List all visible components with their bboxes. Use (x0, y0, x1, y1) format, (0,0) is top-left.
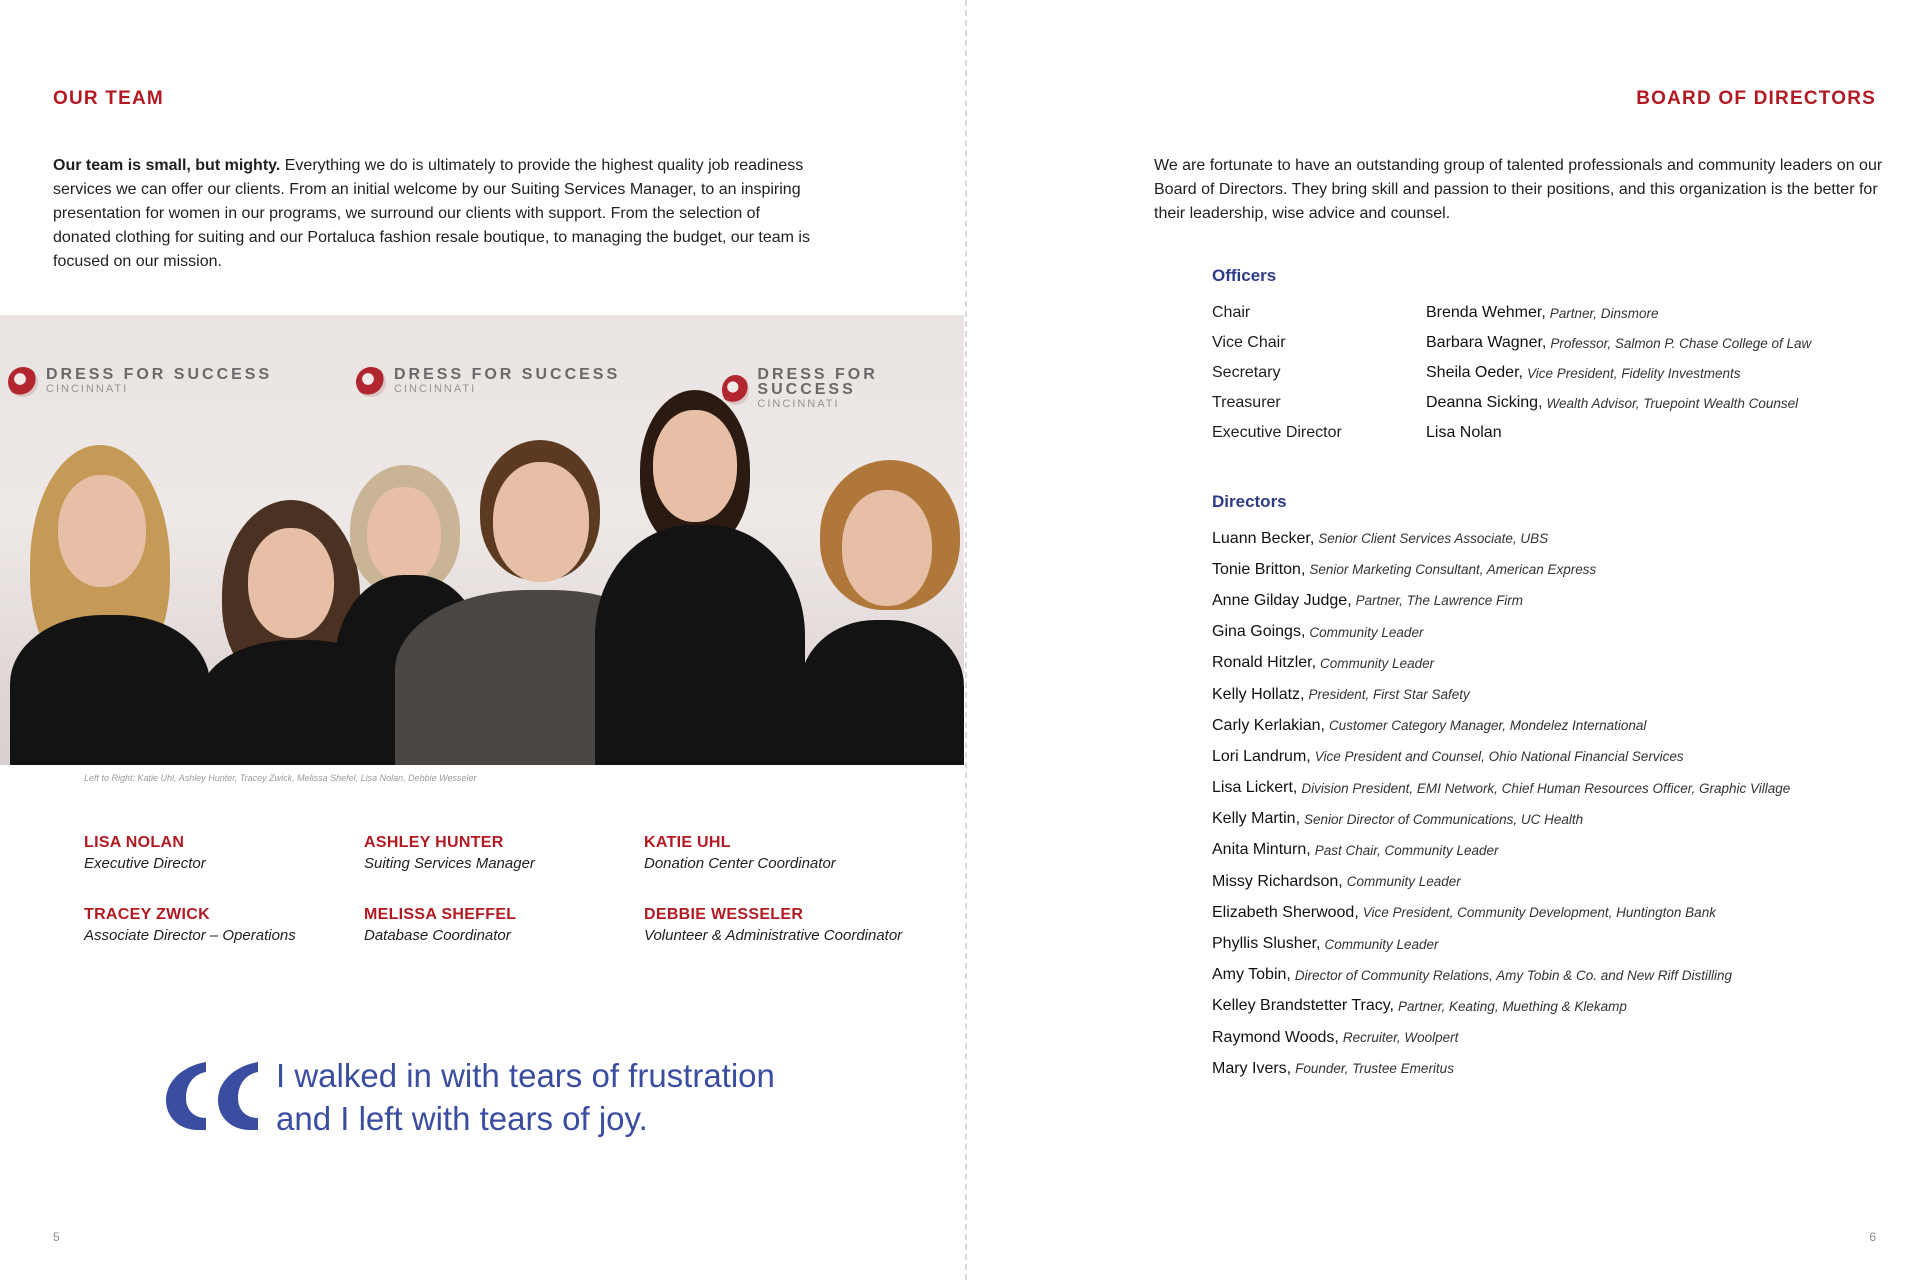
officer-affiliation: Partner, Dinsmore (1549, 305, 1659, 321)
team-member (644, 905, 944, 947)
backdrop-logo (356, 367, 620, 397)
person-debbie (800, 460, 964, 765)
officers-heading: Officers (1212, 266, 1277, 285)
director-name: Ronald Hitzler, (1212, 654, 1317, 672)
director-name: Kelley Brandstetter Tracy, (1212, 997, 1394, 1015)
director-row (1212, 835, 1892, 866)
member-role: Database Coordinator (364, 927, 511, 944)
backdrop-logo (8, 367, 272, 397)
team-photo (0, 315, 964, 765)
member-name: KATIE UHL (644, 834, 731, 851)
director-row (1212, 804, 1892, 835)
director-affiliation: Community Leader (1320, 655, 1435, 671)
director-affiliation: Past Chair, Community Leader (1314, 842, 1499, 858)
officer-affiliation: Wealth Advisor, Truepoint Wealth Counsel (1546, 395, 1799, 411)
our-team-title: OUR TEAM (53, 88, 164, 109)
team-intro-text: Everything we do is ultimately to provide the highest quality job readiness services we can offer our clients. From an initial welcome by our Suiting Services Manager, to an inspiring presentation for women in our programs, we surround our clients with support. From the selection of donated clothing for suiting and our Portaluca fashion resale boutique, to managing the budget, our team is focused on our mission. (53, 157, 810, 270)
backdrop-city: CINCINNATI (394, 383, 477, 395)
person-lisa (595, 390, 805, 765)
officer-name: Deanna Sicking, (1426, 394, 1543, 411)
member-role: Volunteer & Administrative Coordinator (644, 927, 903, 944)
director-affiliation: Customer Category Manager, Mondelez International (1328, 718, 1647, 734)
director-affiliation: Founder, Trustee Emeritus (1295, 1061, 1454, 1077)
director-affiliation: Community Leader (1324, 936, 1439, 952)
backdrop-city: CINCINNATI (757, 398, 840, 410)
officer-row (1212, 418, 1892, 448)
team-intro-bold: Our team is small, but mighty. (53, 157, 281, 174)
officer-row (1212, 328, 1892, 358)
team-intro (53, 154, 813, 274)
team-member (364, 833, 644, 875)
director-name: Phyllis Slusher, (1212, 935, 1321, 953)
director-affiliation: Senior Director of Communications, UC Health (1304, 811, 1584, 827)
director-row (1212, 741, 1892, 772)
pull-quote (276, 1054, 775, 1140)
team-grid (84, 833, 944, 947)
director-affiliation: Community Leader (1309, 624, 1424, 640)
director-affiliation: Vice President, Community Development, Huntington Bank (1362, 905, 1716, 921)
dfs-swirl-icon (8, 367, 38, 397)
director-name: Anne Gilday Judge, (1212, 591, 1352, 609)
member-name: TRACEY ZWICK (84, 906, 210, 923)
member-role: Suiting Services Manager (364, 855, 535, 872)
director-row (1212, 960, 1892, 991)
director-row (1212, 523, 1892, 554)
director-name: Missy Richardson, (1212, 872, 1343, 890)
director-affiliation: Division President, EMI Network, Chief Human Resources Officer, Graphic Village (1301, 780, 1791, 796)
officer-name: Sheila Oeder, (1426, 364, 1523, 381)
member-name: MELISSA SHEFFEL (364, 906, 517, 923)
director-row (1212, 679, 1892, 710)
director-name: Mary Ivers, (1212, 1059, 1292, 1077)
right-page (968, 0, 1920, 1280)
director-row (1212, 773, 1892, 804)
backdrop-brand: DRESS FOR SUCCESS (394, 366, 621, 383)
director-name: Gina Goings, (1212, 623, 1306, 641)
backdrop-city: CINCINNATI (46, 383, 129, 395)
member-role: Donation Center Coordinator (644, 855, 836, 872)
board-intro: We are fortunate to have an outstanding group of talented professionals and community leaders on our Board of Directors. They bring skill and passion to their positions, and this organization is the better for their leadership, wise advice and counsel. (1154, 157, 1883, 222)
director-row (1212, 648, 1892, 679)
page-number: 6 (1869, 1230, 1876, 1244)
officer-title: Treasurer (1212, 394, 1281, 411)
director-affiliation: President, First Star Safety (1308, 687, 1470, 703)
director-row (1212, 991, 1892, 1022)
director-name: Kelly Hollatz, (1212, 685, 1305, 703)
board-title: BOARD OF DIRECTORS (1636, 88, 1876, 109)
director-affiliation: Community Leader (1346, 874, 1461, 890)
director-name: Carly Kerlakian, (1212, 716, 1325, 734)
quote-mark-icon (160, 1058, 262, 1134)
backdrop-brand: DRESS FOR SUCCESS (757, 366, 878, 398)
member-name: LISA NOLAN (84, 834, 185, 851)
member-name: ASHLEY HUNTER (364, 834, 504, 851)
officer-name: Lisa Nolan (1426, 424, 1502, 441)
backdrop-brand: DRESS FOR SUCCESS (46, 366, 273, 383)
quote-line-1: I walked in with tears of frustration (276, 1057, 775, 1094)
director-affiliation: Partner, The Lawrence Firm (1355, 593, 1523, 609)
director-affiliation: Director of Community Relations, Amy Tobin & Co. and New Riff Distilling (1294, 967, 1733, 983)
director-row (1212, 897, 1892, 928)
director-affiliation: Vice President and Counsel, Ohio National Financial Services (1314, 749, 1684, 765)
photo-caption: Left to Right: Katie Uhl, Ashley Hunter, Tracey Zwick, Melissa Shefel, Lisa Nolan, Debbie Wesseler (84, 773, 477, 783)
director-name: Kelly Martin, (1212, 810, 1301, 828)
team-member (364, 905, 644, 947)
directors-list (1212, 523, 1892, 1084)
member-name: DEBBIE WESSELER (644, 906, 804, 923)
officer-title: Secretary (1212, 364, 1281, 381)
member-role: Executive Director (84, 855, 206, 872)
officer-title: Vice Chair (1212, 334, 1286, 351)
director-affiliation: Recruiter, Woolpert (1342, 1030, 1459, 1046)
director-affiliation: Partner, Keating, Muething & Klekamp (1398, 998, 1627, 1014)
dfs-swirl-icon (356, 367, 386, 397)
director-name: Anita Minturn, (1212, 841, 1311, 859)
officer-title: Executive Director (1212, 424, 1342, 441)
officer-affiliation: Vice President, Fidelity Investments (1526, 365, 1741, 381)
director-name: Amy Tobin, (1212, 966, 1291, 984)
director-name: Elizabeth Sherwood, (1212, 903, 1359, 921)
officer-name: Barbara Wagner, (1426, 334, 1547, 351)
team-member (84, 833, 364, 875)
director-row (1212, 1053, 1892, 1084)
officer-row (1212, 358, 1892, 388)
director-name: Raymond Woods, (1212, 1028, 1339, 1046)
directors-heading: Directors (1212, 492, 1287, 511)
officer-name: Brenda Wehmer, (1426, 304, 1546, 321)
team-member (644, 833, 944, 875)
person-katie (10, 445, 210, 765)
director-row (1212, 554, 1892, 585)
officer-affiliation: Professor, Salmon P. Chase College of Law (1550, 335, 1812, 351)
member-role: Associate Director – Operations (84, 927, 296, 944)
page-gutter (965, 0, 967, 1280)
director-name: Lori Landrum, (1212, 747, 1311, 765)
director-row (1212, 866, 1892, 897)
team-member (84, 905, 364, 947)
director-affiliation: Senior Client Services Associate, UBS (1318, 531, 1549, 547)
page-number: 5 (53, 1230, 60, 1244)
director-name: Lisa Lickert, (1212, 779, 1298, 797)
officer-row (1212, 298, 1892, 328)
director-name: Tonie Britton, (1212, 560, 1306, 578)
director-row (1212, 585, 1892, 616)
director-row (1212, 1022, 1892, 1053)
director-affiliation: Senior Marketing Consultant, American Express (1309, 562, 1597, 578)
officers-list (1212, 298, 1892, 448)
director-row (1212, 928, 1892, 959)
director-row (1212, 617, 1892, 648)
quote-line-2: and I left with tears of joy. (276, 1100, 648, 1137)
director-row (1212, 710, 1892, 741)
director-name: Luann Becker, (1212, 529, 1315, 547)
officer-title: Chair (1212, 304, 1251, 321)
officer-row (1212, 388, 1892, 418)
